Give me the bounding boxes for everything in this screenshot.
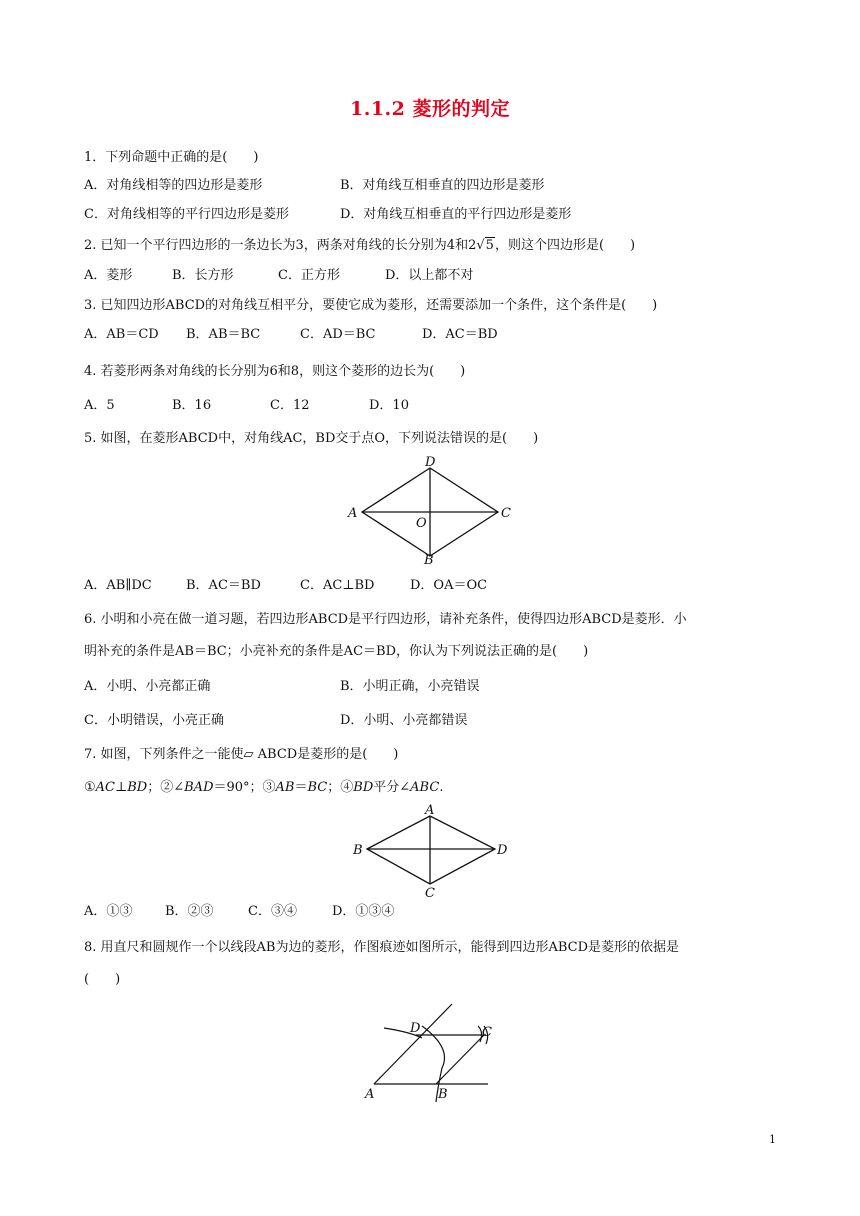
q6-option-d: D．小明、小亮都错误 <box>340 713 468 728</box>
q1-option-b: B．对角线互相垂直的四边形是菱形 <box>340 178 545 193</box>
q3-option-c: C．AD＝BC <box>300 327 376 342</box>
cond-2-num: ；②∠ <box>147 780 185 795</box>
q3-stem: 3. 已知四边形ABCD的对角线互相平分，要使它成为菱形，还需要添加一个条件，这个条件是( ) <box>84 298 658 313</box>
q1-option-d: D．对角线互相垂直的平行四边形是菱形 <box>340 207 572 222</box>
q6-stem-line1: 6. 小明和小亮在做一道习题，若四边形ABCD是平行四边形，请补充条件，使得四边形ABCD是菱形．小 <box>84 612 687 627</box>
cond-3-ab: AB <box>275 780 295 795</box>
q5-option-c: C．AC⊥BD <box>300 578 375 593</box>
label-a: A <box>348 506 358 521</box>
cond-2-val: ＝90°；③ <box>213 780 276 795</box>
label-b: B <box>424 553 434 568</box>
sqrt-symbol: √5 <box>476 238 494 253</box>
q7-option-d: D．①③④ <box>332 904 395 919</box>
cond-3-bc: BC <box>307 780 328 795</box>
cond-1-bd: BD <box>127 780 148 795</box>
label-c: C <box>425 886 435 900</box>
q7-option-c: C．③④ <box>248 904 297 919</box>
q7-stem: 7. 如图，下列条件之一能使▱ ABCD是菱形的是( ) <box>84 747 399 762</box>
q7-conditions <box>84 779 443 797</box>
q2-stem <box>84 237 635 255</box>
q2-option-a: A．菱形 <box>84 268 133 283</box>
cond-1-ac: AC <box>95 780 115 795</box>
q5-stem: 5. 如图，在菱形ABCD中，对角线AC，BD交于点O，下列说法错误的是( ) <box>84 431 539 446</box>
parallelogram-figure-q7 <box>345 802 525 900</box>
q7-option-b: B．②③ <box>165 904 214 919</box>
cond-1-perp: ⊥ <box>115 780 128 795</box>
q4-option-c: C．12 <box>270 398 310 413</box>
rhombus-figure-q5 <box>340 456 530 568</box>
q1-option-c: C．对角线相等的平行四边形是菱形 <box>84 207 289 222</box>
q1-option-a: A．对角线相等的四边形是菱形 <box>84 178 263 193</box>
page-title: 1.1.2 菱形的判定 <box>349 98 510 120</box>
q3-option-d: D．AC＝BD <box>422 327 498 342</box>
cond-4-end: . <box>439 780 444 795</box>
label-o: O <box>416 516 427 531</box>
construction-figure-q8 <box>360 998 500 1108</box>
q6-option-c: C．小明错误，小亮正确 <box>84 713 224 728</box>
q7-option-a: A．①③ <box>84 904 133 919</box>
q3-option-b: B．AB＝BC <box>186 327 261 342</box>
q2-option-b: B．长方形 <box>172 268 234 283</box>
q5-option-d: D．OA＝OC <box>410 578 488 593</box>
cond-4-num: ；④ <box>327 780 354 795</box>
q8-stem-line2: ( ) <box>84 972 121 987</box>
q5-option-a: A．AB∥DC <box>84 578 152 593</box>
q2-option-d: D．以上都不对 <box>385 268 474 283</box>
q2-stem-radicand: 5 <box>485 238 494 253</box>
q4-option-a: A．5 <box>84 398 115 413</box>
label-c: C <box>501 506 511 521</box>
label-a: A <box>365 1087 375 1102</box>
q1-stem: 1．下列命题中正确的是( ) <box>84 150 259 165</box>
q6-option-b: B．小明正确，小亮错误 <box>340 679 480 694</box>
q4-option-b: B．16 <box>172 398 212 413</box>
cond-1-num: ① <box>84 780 96 795</box>
q2-stem-pre: 2. 已知一个平行四边形的一条边长为3，两条对角线的长分别为4和2 <box>84 238 477 253</box>
q4-stem: 4. 若菱形两条对角线的长分别为6和8，则这个菱形的边长为( ) <box>84 364 466 379</box>
q4-option-d: D．10 <box>369 398 409 413</box>
q6-stem-line2: 明补充的条件是AB＝BC；小亮补充的条件是AC＝BD，你认为下列说法正确的是( ) <box>84 644 589 659</box>
cond-4-bisect: 平分∠ <box>373 780 411 795</box>
q8-stem-line1: 8. 用直尺和圆规作一个以线段AB为边的菱形，作图痕迹如图所示，能得到四边形ABCD是菱形的依据是 <box>84 940 680 955</box>
label-a: A <box>425 803 435 818</box>
side-bc <box>436 1035 484 1084</box>
cond-4-bd: BD <box>353 780 374 795</box>
q2-stem-post: ，则这个四边形是( ) <box>494 238 636 253</box>
label-c: C <box>482 1025 492 1040</box>
q5-option-b: B．AC＝BD <box>186 578 261 593</box>
page-number: 1 <box>769 1133 776 1146</box>
q3-option-a: A．AB＝CD <box>84 327 159 342</box>
q6-option-a: A．小明、小亮都正确 <box>84 679 211 694</box>
cond-2-bad: BAD <box>184 780 214 795</box>
quad-outline <box>367 816 495 884</box>
label-d: D <box>410 1021 421 1036</box>
label-d: D <box>425 456 436 470</box>
label-b: B <box>438 1087 448 1102</box>
label-b: B <box>353 843 363 858</box>
cond-3-eq: ＝ <box>294 780 308 795</box>
q2-option-c: C．正方形 <box>278 268 340 283</box>
label-d: D <box>497 843 508 858</box>
cond-4-abc: ABC <box>410 780 440 795</box>
